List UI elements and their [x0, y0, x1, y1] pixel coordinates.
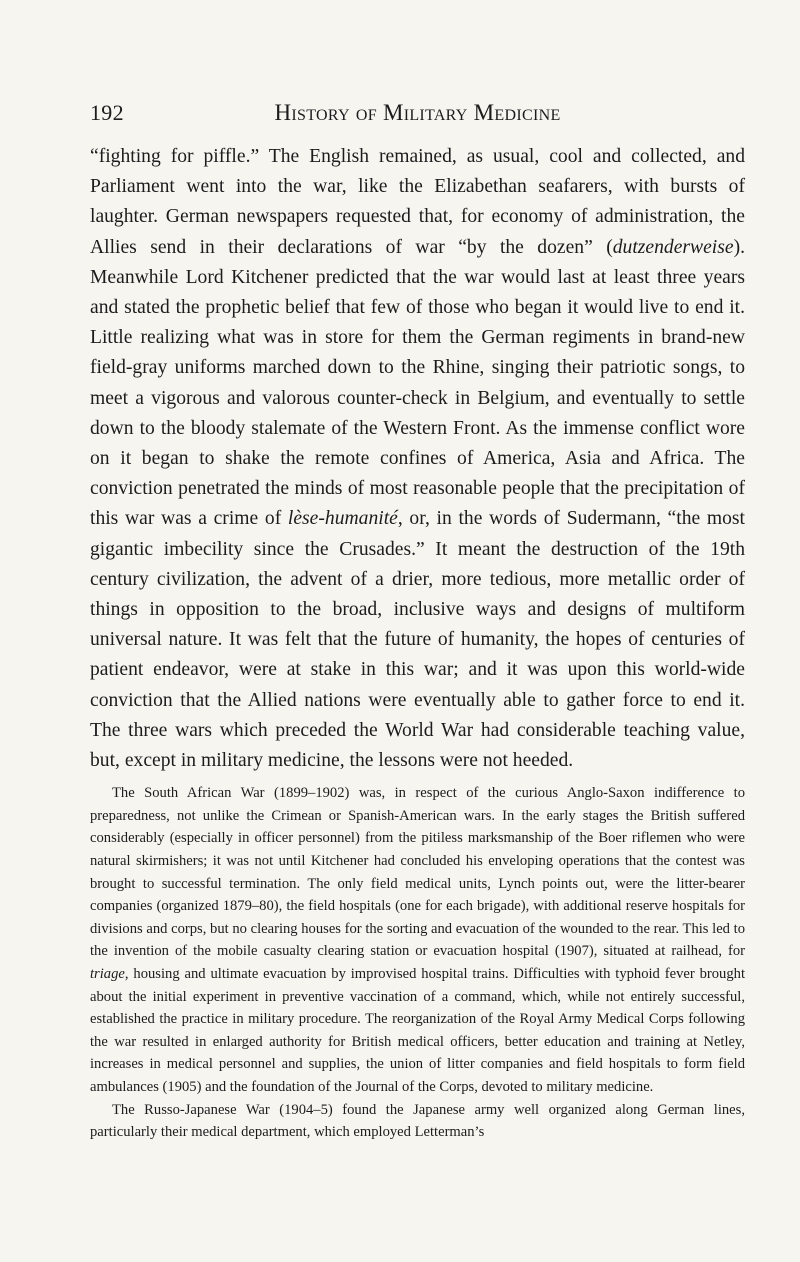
small-paragraph-text: , housing and ultimate evacuation by improvised hospital trains. Difficulties with typhoid fever brought about the initial experiment in preventive vaccination of a command, which, while not entirely successful, established the practice in military procedure. The reorganization of the Royal Army Medical Corps following the war resulted in enlarged authority for British medical officers, better education and training at Netley, increases in medical personnel and supplies, the union of litter companies and field hospitals to form field ambulances (1905) and the foundation of the Journal of the Corps, devoted to military medicine.: [90, 966, 745, 1095]
main-paragraph: [90, 142, 745, 776]
italic-term: dutzenderweise: [612, 236, 734, 258]
main-text: [90, 142, 745, 776]
small-print-section: [90, 782, 745, 1144]
main-paragraph-text: “fighting for piffle.” The English remained, as usual, cool and collected, and Parliament went into the war, like the Elizabethan seafarers, with bursts of laughter. German newspapers requested that, for economy of administration, the Allies send in their declarations of war “by the dozen” (: [90, 146, 745, 258]
running-head: [90, 100, 745, 140]
document-page: [90, 100, 745, 1144]
small-paragraph-text: The South African War (1899–1902) was, in respect of the curious Anglo-Saxon indifference to preparedness, not unlike the Crimean or Spanish-American wars. In the early stages the British suffered considerably (especially in officer personnel) from the pitiless marksmanship of the Boer riflemen who were natural skirmishers; it was not until Kitchener had concluded his enveloping operations that the contest was brought to successful termination. The only field medical units, Lynch points out, were the litter-bearer companies (organized 1879–80), the field hospitals (one for each brigade), with additional reserve hospitals for divisions and corps, but no clearing houses for the sorting and evacuation of the wounded to the rear. This led to the invention of the mobile casualty clearing station or evacuation hospital (1907), situated at railhead, for: [90, 785, 745, 960]
main-paragraph-text: , or, in the words of Sudermann, “the most gigantic imbecility since the Crusades.” It meant the destruction of the 19th century civilization, the advent of a drier, more tedious, more metallic order of things in opposition to the broad, inclusive ways and designs of multiform universal nature. It was felt that the future of humanity, the hopes of centuries of patient endeavor, were at stake in this war; and it was upon this world-wide conviction that the Allied nations were eventually able to gather force to end it. The three wars which preceded the World War had considerable teaching value, but, except in military medicine, the lessons were not heeded.: [90, 508, 745, 772]
small-paragraph-russo-japanese-war: [90, 1099, 745, 1144]
small-paragraph-text: The Russo-Japanese War (1904–5) found the Japanese army well organized along German lines, particularly their medical department, which employed Letterman’s: [90, 1101, 745, 1141]
small-paragraph-south-african-war: [90, 782, 745, 1098]
italic-term: triage: [90, 966, 125, 983]
italic-term: lèse-humanité: [287, 508, 398, 530]
running-title: History of Military Medicine: [274, 100, 561, 125]
main-paragraph-text: ). Meanwhile Lord Kitchener predicted that the war would last at least three years and stated the prophetic belief that few of those who began it would live to end it. Little realizing what was in store for them the German regiments in brand-new field-gray uniforms marched down to the Rhine, singing their patriotic songs, to meet a vigorous and valorous counter-check in Belgium, and eventually to settle down to the bloody stalemate of the Western Front. As the immense conflict wore on it began to shake the remote confines of America, Asia and Africa. The conviction penetrated the minds of most reasonable people that the precipitation of this war was a crime of: [90, 236, 745, 530]
page-number: 192: [90, 100, 124, 125]
